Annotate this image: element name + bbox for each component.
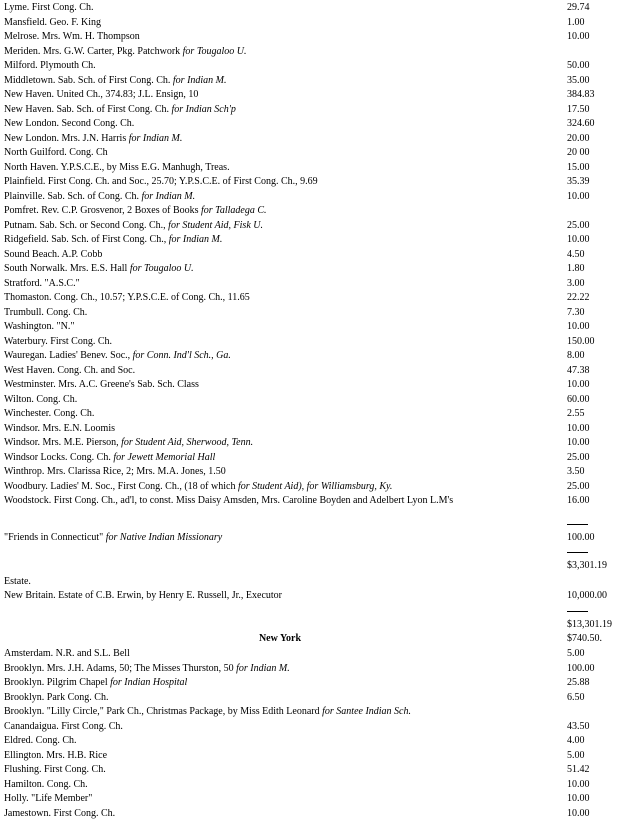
table-row xyxy=(0,720,623,734)
entry-amount: 150.00 xyxy=(567,335,595,347)
entry-description xyxy=(4,16,560,30)
table-row xyxy=(0,792,623,806)
entry-amount: 25.88 xyxy=(567,677,590,688)
entry-amount: 10.00 xyxy=(567,321,590,332)
entry-description xyxy=(4,277,560,291)
entry-text: Winchester. Cong. Ch. xyxy=(4,408,95,419)
entry-amount: 16.00 xyxy=(567,495,590,506)
table-row xyxy=(0,248,623,262)
entry-description xyxy=(4,320,560,334)
entry-description xyxy=(4,749,560,763)
entry-description xyxy=(4,74,560,88)
entry-text: Windsor. Mrs. M.E. Pierson, xyxy=(4,437,122,448)
entry-text: Brooklyn. "Lilly Circle," Park Ch., Christmas Package, by Miss Edith Leonard xyxy=(4,706,323,717)
entry-amount: 100.00 xyxy=(567,662,595,674)
table-row xyxy=(0,190,623,204)
entry-amount: 5.00 xyxy=(567,749,585,761)
entry-amount: 47.38 xyxy=(567,364,590,376)
entry-amount: 384.83 xyxy=(567,89,595,100)
entry-text: Plainfield. First Cong. Ch. and Soc., 25.70; Y.P.S.C.E. of First Cong. Ch., 9.69 xyxy=(4,176,318,187)
entry-text: Melrose. Mrs. Wm. H. Thompson xyxy=(4,31,140,42)
entry-note: for Indian M. xyxy=(141,190,196,202)
entry-description xyxy=(4,451,560,465)
entry-text: Canandaigua. First Cong. Ch. xyxy=(4,720,123,732)
table-row xyxy=(0,204,623,218)
entry-text: Brooklyn. Mrs. J.H. Adams, 50; The Misses Thurston, 50 xyxy=(4,662,237,674)
table-row xyxy=(0,233,623,247)
entry-amount: 10.00 xyxy=(567,793,590,804)
table-row xyxy=(0,705,623,719)
entry-description xyxy=(4,691,560,705)
entry-text: Milford. Plymouth Ch. xyxy=(4,60,96,71)
entry-text: Flushing. First Cong. Ch. xyxy=(4,764,106,775)
table-row xyxy=(0,306,623,320)
entry-amount: 35.39 xyxy=(567,176,590,187)
section-heading-row xyxy=(0,632,623,646)
entry-note: for Indian M. xyxy=(172,74,227,86)
entry-text: West Haven. Cong. Ch. and Soc. xyxy=(4,364,136,376)
entry-text: "Friends in Connecticut" xyxy=(4,532,106,543)
entry-amount: 20.00 xyxy=(567,132,590,144)
entry-description xyxy=(4,734,560,748)
entry-description xyxy=(4,807,560,821)
table-row xyxy=(0,778,623,792)
entry-description xyxy=(4,531,560,545)
table-row xyxy=(0,749,623,763)
table-row xyxy=(0,146,623,160)
entry-text: Woodstock. First Cong. Ch., ad'l, to const. Miss Daisy Amsden, Mrs. Caroline Boyden and Adelbert Lyon L.M's xyxy=(4,495,454,506)
table-row xyxy=(0,335,623,349)
entry-note: for Jewett Memorial Hall xyxy=(113,451,216,463)
entry-description xyxy=(4,1,560,15)
subtotal-row xyxy=(0,559,623,573)
section-amount: $740.50. xyxy=(567,633,602,644)
table-row xyxy=(0,436,623,450)
entry-text: Wauregan. Ladies' Benev. Soc., xyxy=(4,350,133,361)
table-row xyxy=(0,393,623,407)
entry-text: Jamestown. First Cong. Ch. xyxy=(4,807,116,819)
entry-amount: 50.00 xyxy=(567,60,590,71)
entry-text: Holly. "Life Member" xyxy=(4,793,93,804)
table-row xyxy=(0,291,623,305)
entry-amount: 3.50 xyxy=(567,466,585,477)
entry-note: for Indian M. xyxy=(128,132,183,144)
entry-amount: 25.00 xyxy=(567,480,590,492)
table-row xyxy=(0,16,623,30)
table-row xyxy=(0,480,623,494)
entry-note: for Native Indian Missionary xyxy=(105,532,223,543)
table-row xyxy=(0,807,623,821)
table-row xyxy=(0,662,623,676)
table-row xyxy=(0,30,623,44)
table-row xyxy=(0,320,623,334)
entry-description xyxy=(4,436,560,450)
entry-description xyxy=(4,146,560,160)
entry-description xyxy=(4,88,560,102)
entry-amount: 43.50 xyxy=(567,720,590,732)
entry-text: New Haven. Sab. Sch. of First Cong. Ch. xyxy=(4,103,172,115)
entry-amount: 20 00 xyxy=(567,147,590,158)
entry-description xyxy=(4,335,560,349)
entry-text: North Haven. Y.P.S.C.E., by Miss E.G. Manhugh, Treas. xyxy=(4,161,230,173)
entry-text: Thomaston. Cong. Ch., 10.57; Y.P.S.C.E. of Cong. Ch., 11.65 xyxy=(4,292,250,303)
entry-description xyxy=(4,480,560,494)
entry-note: for Indian Sch'p xyxy=(171,103,236,115)
table-row xyxy=(0,1,623,15)
entry-description xyxy=(4,45,560,59)
table-row xyxy=(0,676,623,690)
table-row xyxy=(0,45,623,59)
entry-description xyxy=(4,117,560,131)
entry-text: Lyme. First Cong. Ch. xyxy=(4,2,94,13)
entry-description xyxy=(4,647,560,661)
table-row xyxy=(0,465,623,479)
entry-text: New London. Second Cong. Ch. xyxy=(4,118,135,129)
subtotal-row xyxy=(0,618,623,632)
entry-amount: 5.00 xyxy=(567,648,585,659)
entry-description xyxy=(4,103,560,117)
entry-amount: 25.00 xyxy=(567,219,590,231)
entry-text: Wilton. Cong. Ch. xyxy=(4,393,78,405)
entry-note: for Tougaloo U. xyxy=(182,45,247,57)
entry-amount: 4.50 xyxy=(567,248,585,260)
entry-amount: 2.55 xyxy=(567,408,585,419)
entry-amount: 15.00 xyxy=(567,161,590,173)
table-row xyxy=(0,59,623,73)
entry-text: Waterbury. First Cong. Ch. xyxy=(4,335,112,347)
table-row xyxy=(0,132,623,146)
entry-text: North Guilford. Cong. Ch xyxy=(4,147,108,158)
table-row xyxy=(0,175,623,189)
entry-description xyxy=(4,248,560,262)
entry-description xyxy=(4,393,560,407)
entry-description xyxy=(4,465,560,479)
table-row xyxy=(0,161,623,175)
entry-amount: 6.50 xyxy=(567,691,585,703)
subtotal-amount: $13,301.19 xyxy=(567,619,612,630)
estate-label: Estate. xyxy=(4,576,31,587)
table-row xyxy=(0,378,623,392)
subtotal-amount: $3,301.19 xyxy=(567,560,607,571)
entry-text: Trumbull. Cong. Ch. xyxy=(4,306,88,318)
table-row xyxy=(0,117,623,131)
sum-rule xyxy=(567,552,588,553)
entry-text: Westminster. Mrs. A.C. Greene's Sab. Sch. Class xyxy=(4,379,199,390)
entry-amount: 10.00 xyxy=(567,379,590,390)
entry-amount: 7.30 xyxy=(567,306,585,318)
section-heading: New York xyxy=(258,633,302,644)
table-row xyxy=(0,219,623,233)
entry-amount: 10.00 xyxy=(567,807,590,819)
table-row xyxy=(0,407,623,421)
entry-amount: 10.00 xyxy=(567,234,590,245)
entry-amount: 35.00 xyxy=(567,74,590,86)
table-row xyxy=(0,691,623,705)
entry-amount: 10,000.00 xyxy=(567,590,607,601)
table-row xyxy=(0,262,623,276)
entry-note: for Talladega C. xyxy=(201,205,267,216)
entry-text: Hamilton. Cong. Ch. xyxy=(4,778,88,790)
entry-description xyxy=(4,763,560,777)
entry-description xyxy=(4,291,560,305)
entry-text: Brooklyn. Park Cong. Ch. xyxy=(4,691,109,703)
table-row xyxy=(0,422,623,436)
entry-description xyxy=(4,190,560,204)
entry-amount: 100.00 xyxy=(567,532,595,543)
entry-text: Mansfield. Geo. F. King xyxy=(4,16,101,28)
entry-text: New Haven. United Ch., 374.83; J.L. Ensign, 10 xyxy=(4,89,199,100)
estate-label-row xyxy=(0,575,623,589)
entry-amount: 25.00 xyxy=(567,451,590,463)
table-row xyxy=(0,277,623,291)
entry-description xyxy=(4,306,560,320)
entry-note: for Santee Indian Sch. xyxy=(322,706,411,717)
entry-text: Plainville. Sab. Sch. of Cong. Ch. xyxy=(4,190,142,202)
entry-text: Meriden. Mrs. G.W. Carter, Pkg. Patchwork xyxy=(4,45,183,57)
entry-description xyxy=(4,59,560,73)
entry-amount: 10.00 xyxy=(567,437,590,448)
entry-amount: 10.00 xyxy=(567,190,590,202)
entry-amount: 1.80 xyxy=(567,263,585,274)
entry-text: Woodbury. Ladies' M. Soc., First Cong. Ch., (18 of which xyxy=(4,480,238,492)
entry-description xyxy=(4,175,560,189)
entry-text: Ridgefield. Sab. Sch. of First Cong. Ch., xyxy=(4,234,169,245)
entry-description xyxy=(4,262,560,276)
entry-note: for Indian M. xyxy=(236,662,290,674)
entry-text: Windsor Locks. Cong. Ch. xyxy=(4,451,114,463)
sum-rule xyxy=(567,524,588,525)
table-row xyxy=(0,74,623,88)
entry-text: Ellington. Mrs. H.B. Rice xyxy=(4,749,108,761)
entry-amount: 8.00 xyxy=(567,350,585,361)
table-row xyxy=(0,88,623,102)
entry-description xyxy=(4,219,560,233)
entry-text: Putnam. Sab. Sch. or Second Cong. Ch., xyxy=(4,219,169,231)
sum-rule xyxy=(567,611,588,612)
table-row xyxy=(0,589,623,603)
entry-description xyxy=(4,422,560,436)
entry-text: Pomfret. Rev. C.P. Grosvenor, 2 Boxes of Books xyxy=(4,205,202,216)
entry-description xyxy=(4,378,560,392)
entry-amount: 4.00 xyxy=(567,735,585,746)
entry-text: South Norwalk. Mrs. E.S. Hall xyxy=(4,263,130,274)
entry-note: for Student Aid, Sherwood, Tenn. xyxy=(121,437,254,448)
entry-note: for Indian M. xyxy=(168,234,223,245)
entry-text: Brooklyn. Pilgrim Chapel xyxy=(4,677,111,688)
entry-description xyxy=(4,161,560,175)
entry-text: Windsor. Mrs. E.N. Loomis xyxy=(4,422,115,434)
entry-note: for Student Aid), for Williamsburg, Ky. xyxy=(237,480,393,492)
entry-description xyxy=(4,720,560,734)
table-row xyxy=(0,103,623,117)
table-row xyxy=(0,647,623,661)
entry-text: Stratford. "A.S.C." xyxy=(4,277,80,289)
entry-description xyxy=(4,676,560,690)
table-row xyxy=(0,349,623,363)
entry-description xyxy=(4,233,560,247)
entry-amount: 1.00 xyxy=(567,16,585,28)
entry-note: for Conn. Ind'l Sch., Ga. xyxy=(132,350,231,361)
entry-description xyxy=(4,792,560,806)
table-row xyxy=(0,763,623,777)
entry-amount: 17.50 xyxy=(567,103,590,115)
entry-amount: 10.00 xyxy=(567,31,590,42)
entry-text: Middletown. Sab. Sch. of First Cong. Ch. xyxy=(4,74,173,86)
entry-amount: 51.42 xyxy=(567,764,590,775)
entry-note: for Student Aid, Fisk U. xyxy=(168,219,263,231)
entry-amount: 324.60 xyxy=(567,118,595,129)
entry-description xyxy=(4,662,560,676)
entry-description xyxy=(4,494,560,508)
entry-text: Sound Beach. A.P. Cobb xyxy=(4,248,103,260)
entry-amount: 10.00 xyxy=(567,778,590,790)
entry-amount: 3.00 xyxy=(567,277,585,289)
table-row xyxy=(0,364,623,378)
entry-description xyxy=(4,30,560,44)
entry-note: for Tougaloo U. xyxy=(129,263,194,274)
entry-description xyxy=(4,407,560,421)
entry-amount: 10.00 xyxy=(567,422,590,434)
entry-text: Amsterdam. N.R. and S.L. Bell xyxy=(4,648,130,659)
entry-amount: 22.22 xyxy=(567,292,590,303)
entry-note: for Indian Hospital xyxy=(110,677,188,688)
entry-description xyxy=(4,364,560,378)
table-row xyxy=(0,531,623,545)
entry-text: Washington. "N." xyxy=(4,321,75,332)
entry-description xyxy=(4,132,560,146)
entry-description xyxy=(4,705,560,719)
entry-description xyxy=(4,349,560,363)
table-row xyxy=(0,494,623,508)
table-row xyxy=(0,734,623,748)
entry-text: Winthrop. Mrs. Clarissa Rice, 2; Mrs. M.A. Jones, 1.50 xyxy=(4,466,226,477)
table-row xyxy=(0,451,623,465)
entry-amount: 29.74 xyxy=(567,2,590,13)
entry-amount: 60.00 xyxy=(567,393,590,405)
entry-text: New London. Mrs. J.N. Harris xyxy=(4,132,129,144)
entry-text: Eldred. Cong. Ch. xyxy=(4,735,77,746)
entry-description: New Britain. Estate of C.B. Erwin, by Henry E. Russell, Jr., Executor xyxy=(4,590,283,601)
entry-description xyxy=(4,204,560,218)
entry-description xyxy=(4,778,560,792)
